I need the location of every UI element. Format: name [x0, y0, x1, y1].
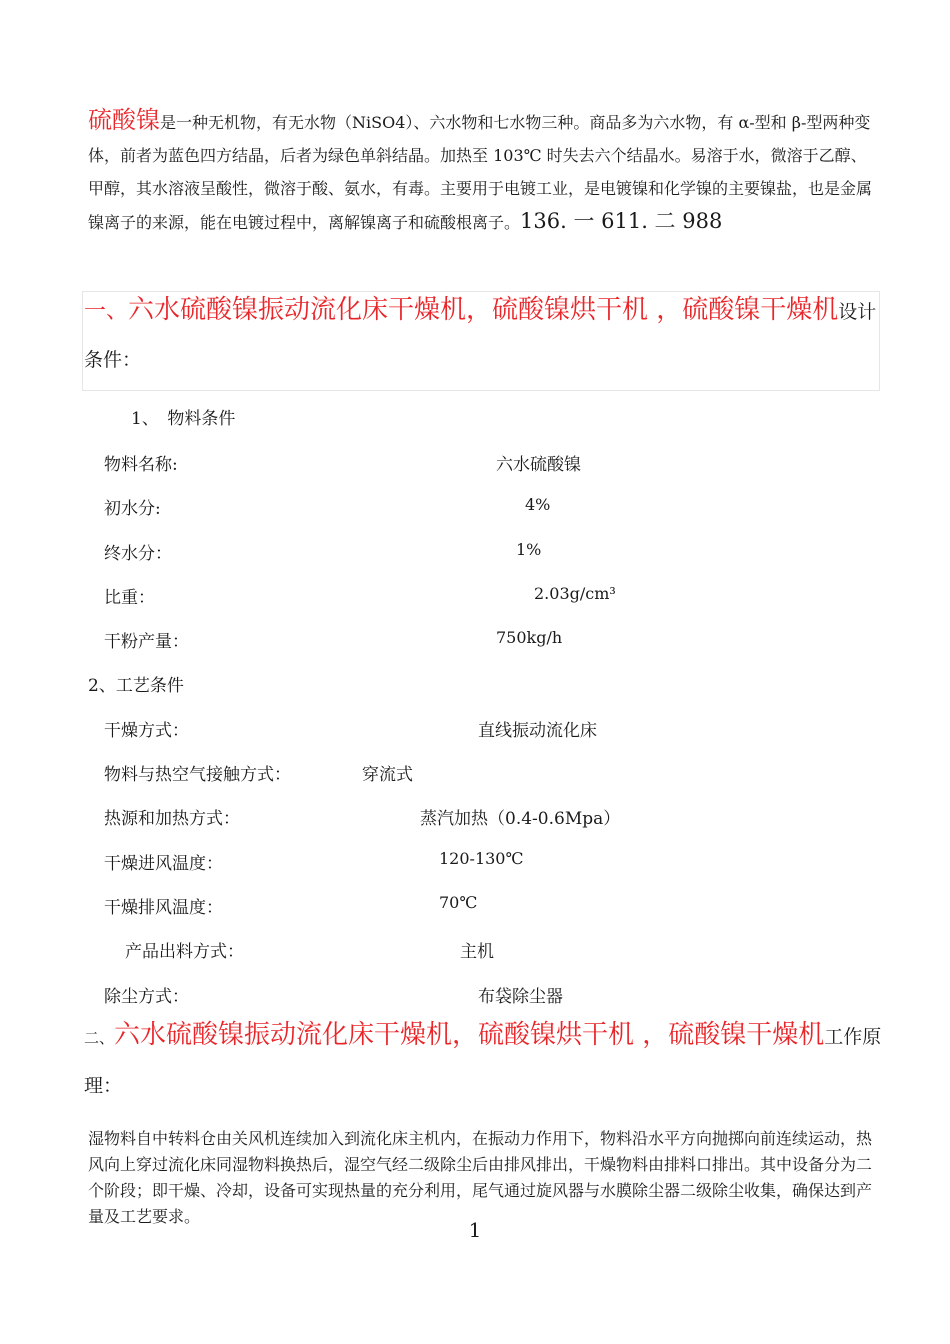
- section1-number: 一、: [84, 299, 129, 324]
- process-value: 70℃: [439, 893, 478, 912]
- process-label: 干燥进风温度：: [104, 854, 223, 874]
- material-value: 六水硫酸镍: [496, 455, 581, 475]
- intro-lead-term: 硫酸镍: [88, 106, 160, 134]
- process-label: 热源和加热方式：: [104, 809, 240, 829]
- intro-phone: 136. 一 611. 二 988: [520, 209, 723, 233]
- material-value: 4%: [525, 495, 551, 514]
- section2-tail: 工作原理：: [84, 1026, 882, 1097]
- material-label: 物料名称:: [104, 455, 178, 475]
- section2-heading: [84, 1012, 884, 1109]
- process-value: 布袋除尘器: [478, 987, 563, 1007]
- section1-tail: 设计条件：: [84, 301, 877, 371]
- process-value: 主机: [460, 942, 494, 962]
- principle-paragraph: 湿物料自中转料仓由关风机连续加入到流化床主机内，在振动力作用下，物料沿水平方向抛掷向前连续运动，热风向上穿过流化床同湿物料换热后，湿空气经二级除尘后由排风排出，干燥物料由排料口排出。其中设备分为二个阶段；即干燥、冷却，设备可实现热量的充分利用，尾气通过旋风器与水膜除尘器二级除尘收集，确保达到产量及工艺要求。: [88, 1129, 873, 1226]
- section1-title: 六水硫酸镍振动流化床干燥机，硫酸镍烘干机 ，硫酸镍干燥机: [128, 295, 839, 325]
- process-heading: 2、工艺条件: [88, 676, 184, 696]
- material-value: 750kg/h: [496, 628, 563, 647]
- section1-heading: [84, 287, 884, 383]
- process-label: 干燥排风温度：: [104, 898, 223, 918]
- material-label: 干粉产量：: [104, 632, 189, 652]
- material-heading: 1、 物料条件: [131, 409, 236, 429]
- page-number: 1: [468, 1218, 482, 1242]
- process-value: 120-130℃: [439, 849, 524, 868]
- intro-text: 是一种无机物，有无水物（NiSO4）、六水物和七水物三种。商品多为六水物，有 α-型和 β-型两种变体，前者为蓝色四方结晶，后者为绿色单斜结晶。加热至 103℃ 时失去六个结晶水。易溶于水，微溶于乙醇、甲醇，其水溶液呈酸性，微溶于酸、氨水，有毒。主要用于电镀工业，是电镀镍和化学镍的主要镍盐，也是金属镍离子的来源，能在电镀过程中，离解镍离子和硫酸根离子。: [88, 113, 873, 232]
- process-label: 物料与热空气接触方式：: [104, 765, 291, 785]
- section2-title: 六水硫酸镍振动流化床干燥机，硫酸镍烘干机 ，硫酸镍干燥机: [114, 1020, 825, 1050]
- process-label: 除尘方式：: [104, 987, 189, 1007]
- material-label: 初水分:: [104, 499, 161, 519]
- section2-number: 二、: [84, 1029, 115, 1047]
- material-value: 2.03g/cm³: [534, 584, 616, 603]
- process-value: 蒸汽加热（0.4-0.6Mpa）: [420, 809, 621, 829]
- material-value: 1%: [516, 540, 542, 559]
- material-label: 终水分：: [104, 544, 172, 564]
- material-label: 比重：: [104, 588, 155, 608]
- intro-paragraph: [88, 104, 878, 239]
- process-value: 穿流式: [362, 765, 413, 785]
- process-label: 产品出料方式：: [125, 942, 244, 962]
- process-value: 直线振动流化床: [478, 721, 597, 741]
- process-label: 干燥方式：: [104, 721, 189, 741]
